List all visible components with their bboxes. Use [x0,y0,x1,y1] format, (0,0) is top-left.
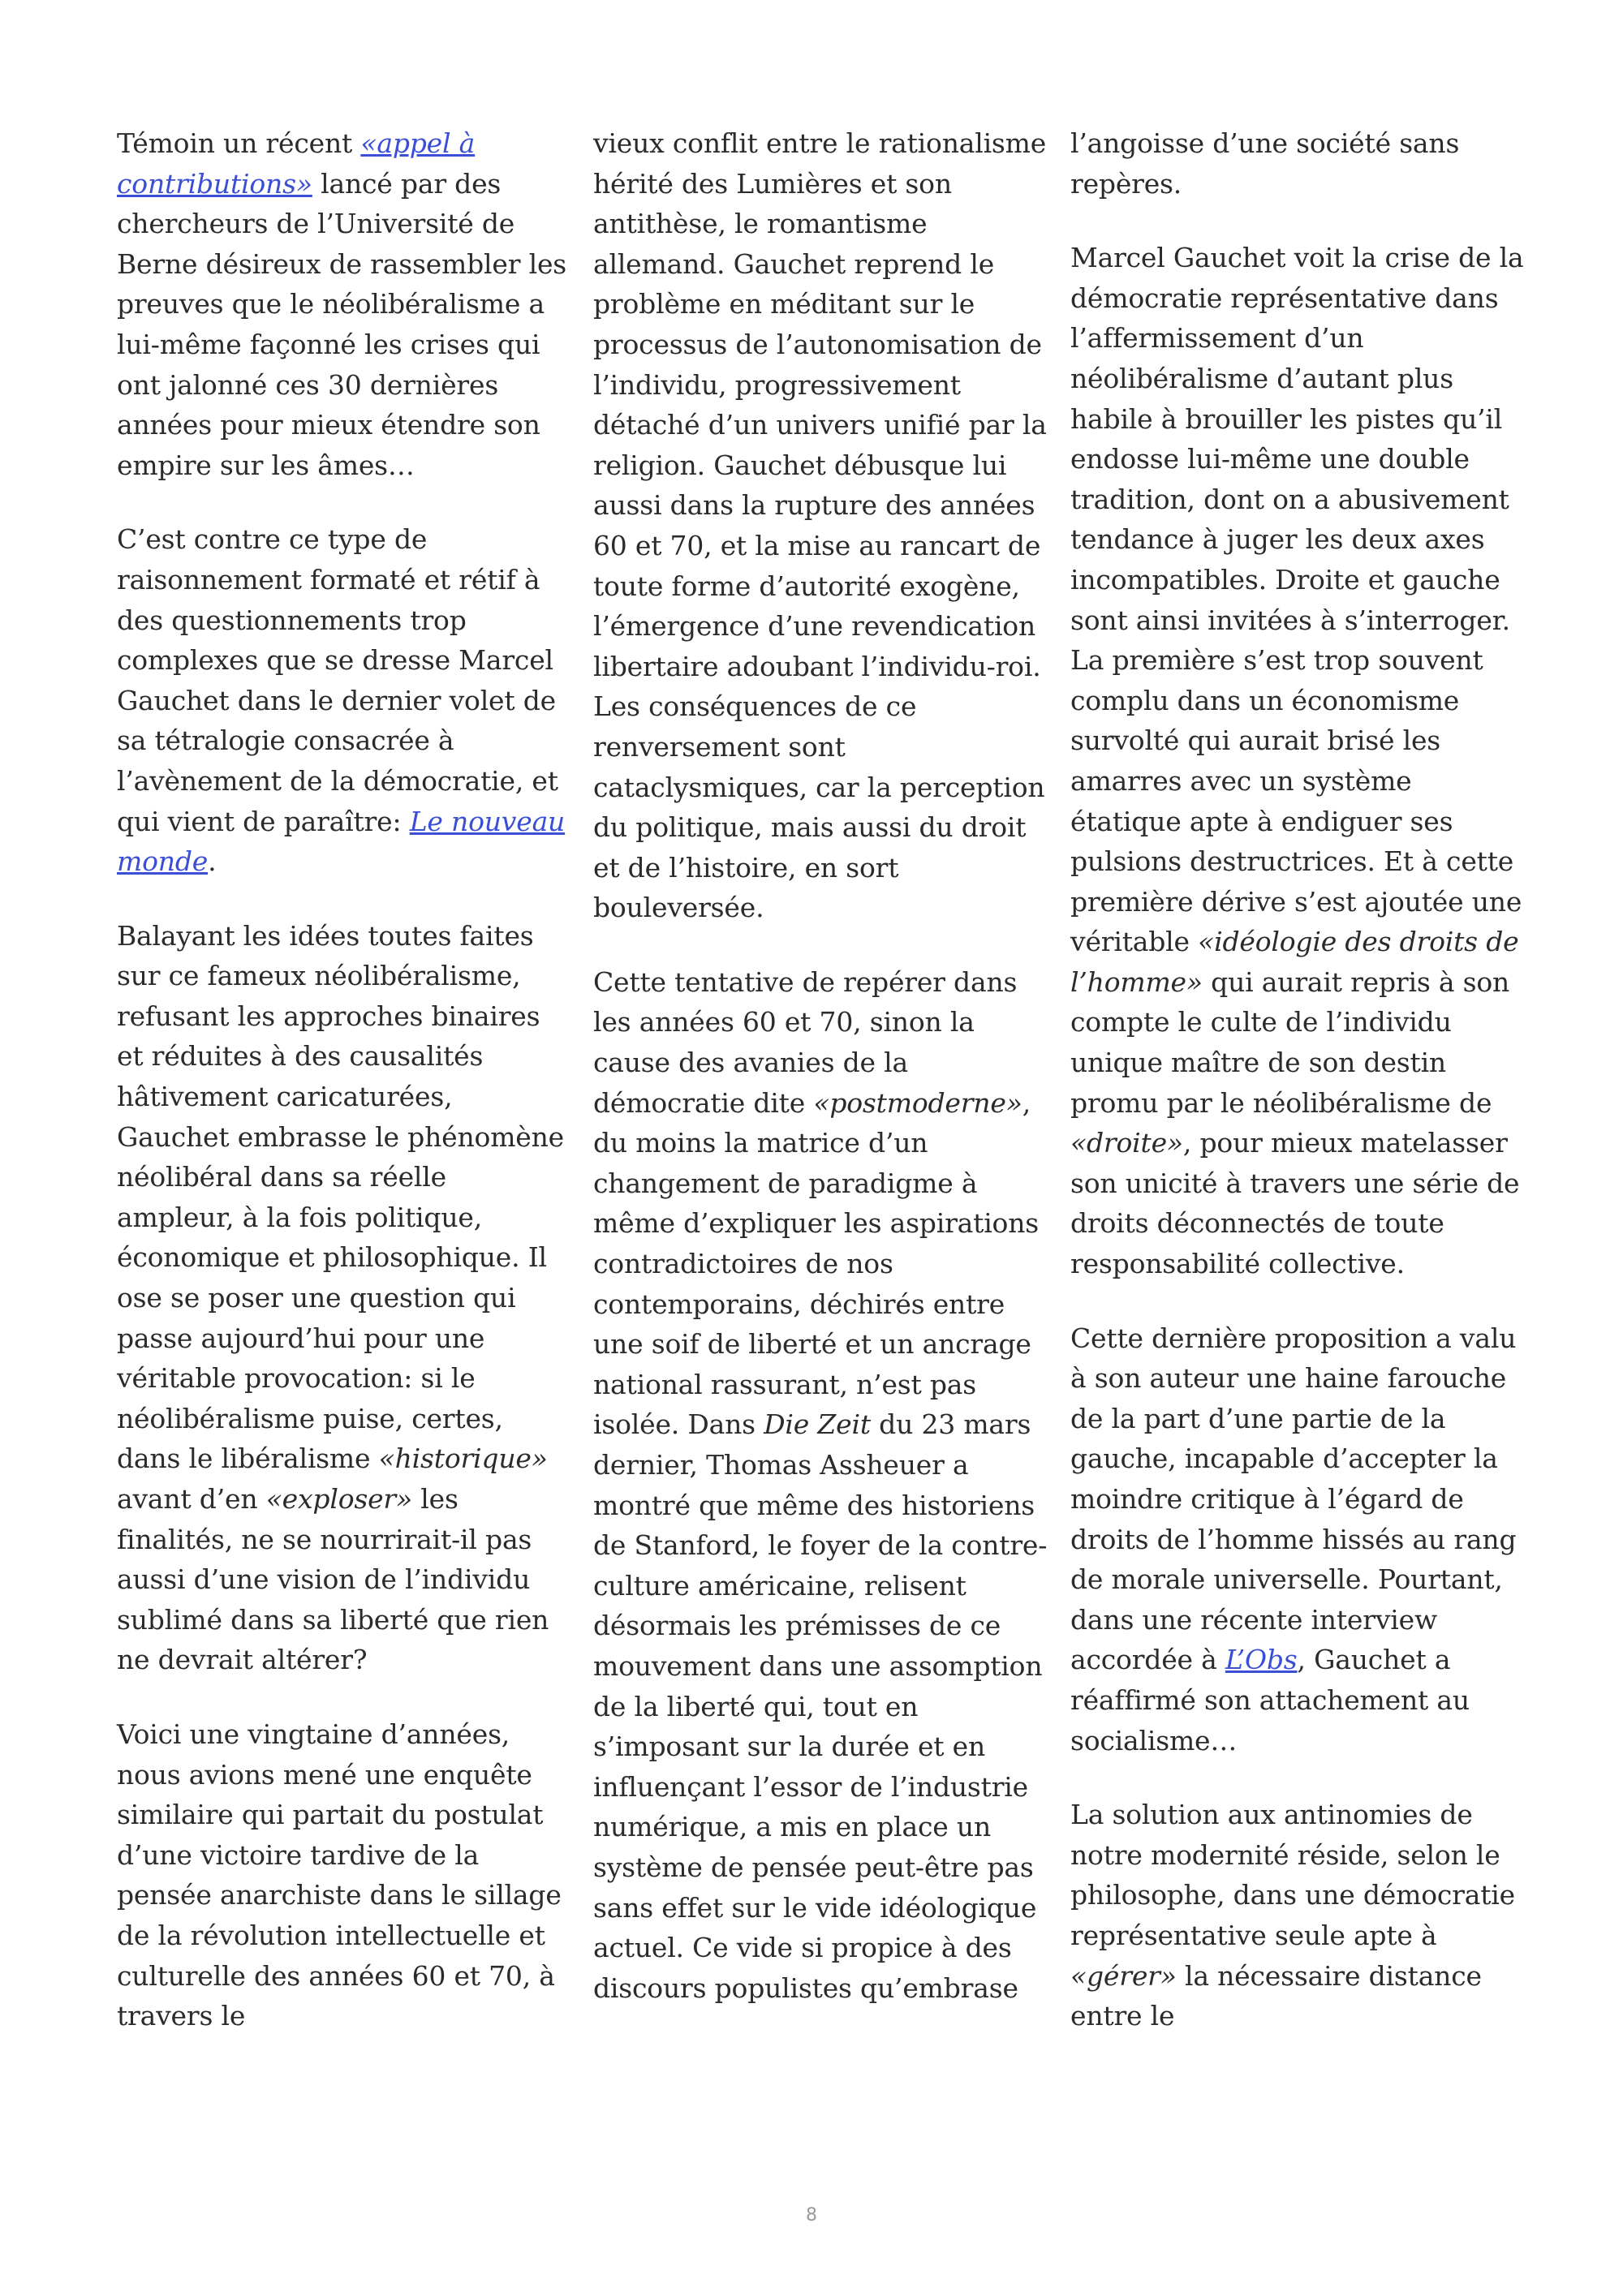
lobs-link[interactable]: L’Obs [1225,1644,1298,1676]
paragraph: Cette tentative de repérer dans les années 60 et 70, sinon la cause des avanies de la démocratie dite «postmoderne», du moins la matrice d’un changement de paradigme à même d’expliquer les aspirations contradictoires de nos contemporains, déchirés entre une soif de liberté et un ancrage national rassurant, n’est pas isolée. Dans Die Zeit du 23 mars dernier, Thomas Assheuer a montré que même des historiens de Stanford, le foyer de la contre-culture américaine, relisent désormais les prémisses de ce mouvement dans une assomption de la liberté qui, tout en s’imposant sur la durée et en influençant l’essor de l’industrie numérique, a mis en place un système de pensée peut-être pas sans effet sur le vide idéologique actuel. Ce vide si propice à des discours populistes qu’embrase [593,965,1048,2004]
column-1 [117,123,571,2070]
appel-contributions-link[interactable]: «appel à contributions» [117,127,476,200]
paragraph: C’est contre ce type de raisonnement formaté et rétif à des questionnements trop complexes que se dresse Marcel Gauchet dans le dernier volet de sa tétralogie consacrée à l’avènement de la démocratie, et qui vient de paraître: Le nouveau monde. [117,523,566,878]
column-3 [1070,123,1525,2070]
column-2 [593,123,1048,2042]
paragraph: vieux conflit entre le rationalisme hérité des Lumières et son antithèse, le romantisme allemand. Gauchet reprend le problème en méditant sur le processus de l’autonomisation de l’individu, progressivement détaché d’un univers unifié par la religion. Gauchet débusque lui aussi dans la rupture des années 60 et 70, et la mise au rancart de toute forme d’autorité exogène, l’émergence d’une revendication libertaire adoubant l’individu-roi. Les conséquences de ce renversement sont cataclysmiques, car la perception du politique, mais aussi du droit et de l’histoire, en sort bouleversée. [593,127,1047,924]
paragraph: Voici une vingtaine d’années, nous avions mené une enquête similaire qui partait du postulat d’une victoire tardive de la pensée anarchiste dans le sillage de la révolution intellectuelle et culturelle des années 60 et 70, à travers le [117,1718,562,2032]
paragraph: Balayant les idées toutes faites sur ce fameux néolibéralisme, refusant les approches binaires et réduites à des causalités hâtivement caricaturées, Gauchet embrasse le phénomène néolibéral dans sa réelle ampleur, à la fois politique, économique et philosophique. Il ose se poser une question qui passe aujourd’hui pour une véritable provocation: si le néolibéralisme puise, certes, dans le libéralisme «historique» avant d’en «exploser» les finalités, ne se nourrirait-il pas aussi d’une vision de l’individu sublimé dans sa liberté que rien ne devrait altérer? [117,919,564,1676]
paragraph: La solution aux antinomies de notre modernité réside, selon le philosophe, dans une démocratie représentative seule apte à «gérer» la nécessaire distance entre le [1070,1799,1515,2032]
paragraph: Témoin un récent «appel à contributions» lancé par des chercheurs de l’Université de Berne désireux de rassembler les preuves que le néolibéralisme a lui-même façonné les crises qui ont jalonné ces 30 dernières années pour mieux étendre son empire sur les âmes… [117,127,567,481]
paragraph: Cette dernière proposition a valu à son auteur une haine farouche de la part d’une partie de la gauche, incapable d’accepter la moindre critique à l’égard de droits de l’homme hissés au rang de morale universelle. Pourtant, dans une récente interview accordée à L’Obs, Gauchet a réaffirmé son attachement au socialisme… [1070,1322,1517,1756]
paragraph: Marcel Gauchet voit la crise de la démocratie représentative dans l’affermissement d’un néolibéralisme d’autant plus habile à brouiller les pistes qu’il endosse lui-même une double tradition, dont on a abusivement tendance à juger les deux axes incompatibles. Droite et gauche sont ainsi invitées à s’interroger. La première s’est trop souvent complu dans un économisme survolté qui aurait brisé les amarres avec un système étatique apte à endiguer ses pulsions destructrices. Et à cette première dérive s’est ajoutée une véritable «idéologie des droits de l’homme» qui aurait repris à son compte le culte de l’individu unique maître de son destin promu par le néolibéralisme de «droite», pour mieux matelasser son unicité à travers une série de droits déconnectés de toute responsabilité collective. [1070,242,1524,1280]
paragraph: l’angoisse d’une société sans repères. [1070,127,1460,200]
le-nouveau-monde-link[interactable]: Le nouveau monde [117,805,566,878]
page-number: 8 [806,2205,817,2225]
